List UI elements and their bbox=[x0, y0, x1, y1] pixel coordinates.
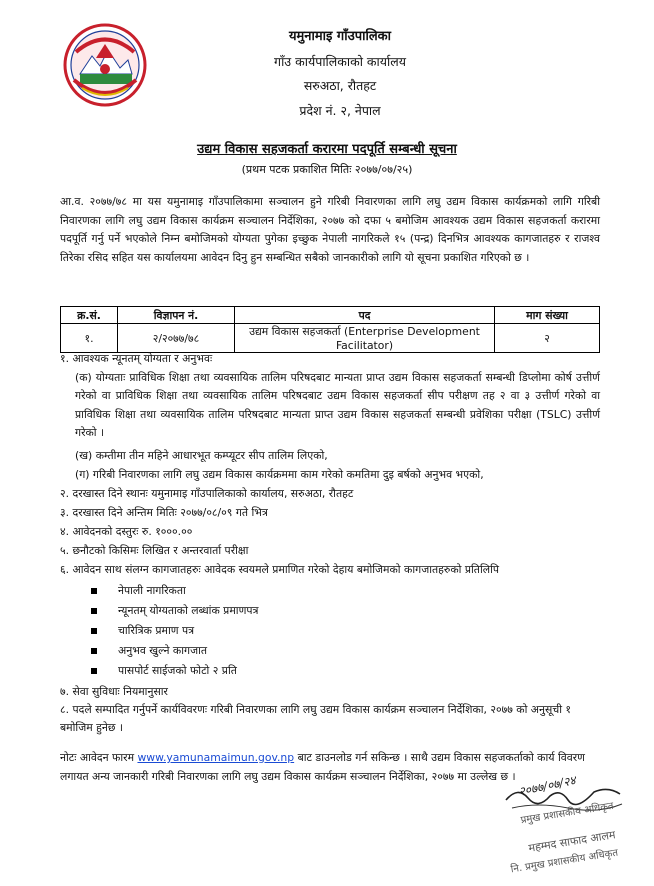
note-rest: बाट डाउनलोड गर्न सकिन्छ । साथै उद्यम विकास सहजकर्ताको कार्य विवरण लगायत अन्य जानकारी गरिबी निवारणका लागि लघु उद्यम विकास कार्यक्रम सञ्चालन निर्देशिका, २०७७ मा उल्लेख छ । bbox=[60, 751, 585, 783]
col-post-header: पद bbox=[235, 307, 495, 324]
office-location: सरुअठा, रौतहट bbox=[303, 78, 377, 93]
doc-item: पासपोर्ट साईजको फोटो २ प्रति bbox=[118, 664, 237, 677]
note-prefix: नोटः आवेदन फारम bbox=[60, 751, 135, 764]
point-attachments: ६. आवेदन साथ संलग्न कागजातहरुः आवेदक स्वयमले प्रमाणित गरेको देहाय बमोजिमको कागजातहरुको प्रतिलिपि bbox=[60, 563, 500, 576]
requirement-b: (ख) कम्तीमा तीन महिने आधारभूत कम्प्यूटर सीप तालिम लिएको, bbox=[75, 449, 328, 462]
notice-intro: आ.व. २०७७/७८ मा यस यमुनामाइ गाँउपालिकामा सञ्चालन हुने गरिबी निवारणका लागि लघु उद्यम विकास कार्यक्रमको लागि गरिबी निवारणका लागि लघु उद्यम विकास कार्यक्रम सञ्चालन निर्देशिका, २०७७ को दफा ५ बमोजिम आवश्यक उद्यम विकास सहजकर्ता करारमा पदपूर्ति गर्नु पर्ने भएकोले निम्न बमोजिमको योग्यता पुगेका इच्छुक नेपाली नागरिकले १५ (पन्द्र) दिनभित्र आवश्यक कागजातहरु र राजश्व तिरेका रसिद सहित यस कार्यालयमा आवेदन दिनु हुन सम्बन्धित सबैको जानकारीको लागि यो सूचना प्रकाशित गरिएको छ । bbox=[60, 195, 600, 264]
bullet-icon bbox=[91, 608, 97, 614]
bullet-icon bbox=[91, 588, 97, 594]
municipality-emblem bbox=[62, 22, 148, 108]
cell-ad-number: २/२०७७/७८ bbox=[118, 324, 235, 353]
stamp-role: नि. प्रमुख प्रशासकीय अधिकृत bbox=[510, 847, 619, 876]
municipality-name: यमुनामाइ गाँउपालिका bbox=[288, 29, 392, 44]
col-ad-number-header: विज्ञापन नं. bbox=[118, 307, 235, 324]
stamp-name: महम्मद साफाद आलम bbox=[527, 828, 617, 855]
requirement-a: (क) योग्यताः प्राविधिक शिक्षा तथा व्यवसायिक तालिम परिषदबाट मान्यता प्राप्त उद्यम विकास सहजकर्ता सम्बन्धी डिप्लोमा कोर्ष उत्तीर्ण गरेको वा प्राविधिक शिक्षा तथा व्यवसायिक तालिम परिषदबाट उद्यम विकास सहजकर्ता सीप परीक्षण तह २ वा ३ उत्तीर्ण गरेको वा प्राविधिक शिक्षा तथा व्यवसायिक तालिम परिषदबाट मान्यता प्राप्त उद्यम विकास सहजकर्ता सम्बन्धी प्रवेशिका परीक्षा (TSLC) उत्तीर्ण गरेको । bbox=[75, 371, 600, 440]
bullet-icon bbox=[91, 648, 97, 654]
point-selection: ५. छनौटको किसिमः लिखित र अन्तरवार्ता परीक्षा bbox=[60, 544, 249, 557]
table-row bbox=[61, 324, 600, 353]
table-header-row bbox=[61, 307, 600, 324]
province-name: प्रदेश नं. २, नेपाल bbox=[299, 103, 381, 118]
office-name: गाँउ कार्यपालिकाको कार्यालय bbox=[274, 54, 406, 69]
point-fee: ४. आवेदनको दस्तुरः रु. १०००.०० bbox=[60, 525, 193, 538]
bullet-icon bbox=[91, 668, 97, 674]
cell-demand: २ bbox=[495, 324, 600, 353]
notice-subtitle: (प्रथम पटक प्रकाशित मितिः २०७७/०७/२५) bbox=[241, 163, 413, 176]
doc-item: नेपाली नागरिकता bbox=[118, 584, 186, 597]
doc-item: चारित्रिक प्रमाण पत्र bbox=[118, 624, 195, 637]
cell-serial: १. bbox=[61, 324, 118, 353]
bullet-icon bbox=[91, 628, 97, 634]
website-link[interactable]: www.yamunamaimun.gov.np bbox=[137, 751, 295, 764]
col-serial-header: क्र.सं. bbox=[61, 307, 118, 324]
doc-item: अनुभव खुल्ने कागजात bbox=[118, 644, 208, 657]
signature-date: २०७७/०७/२४ bbox=[517, 773, 577, 799]
requirement-c: (ग) गरिबी निवारणका लागि लघु उद्यम विकास कार्यक्रममा काम गरेको कमतिमा दुइ बर्षको अनुभव भएको, bbox=[75, 468, 484, 481]
point-facilities: ७. सेवा सुविधाः नियमानुसार bbox=[60, 685, 168, 698]
requirements-heading: १. आवश्यक न्यूनतम् योग्यता र अनुभवः bbox=[60, 352, 213, 365]
vacancy-table bbox=[60, 306, 600, 353]
cell-post: उद्यम विकास सहजकर्ता (Enterprise Development Facilitator) bbox=[235, 324, 495, 353]
point-duties: ८. पदले सम्पादित गर्नुपर्ने कार्यविवरणः गरिबी निवारणका लागि लघु उद्यम विकास कार्यक्रम सञ्चालन निर्देशिका, २०७७ को अनुसूची १ बमोजिम हुनेछ । bbox=[60, 703, 572, 734]
col-demand-header: माग संख्या bbox=[495, 307, 600, 324]
stamp-title: प्रमुख प्रशासकीय अधिकृत bbox=[519, 800, 615, 827]
notice-title: उद्यम विकास सहजकर्ता करारमा पदपूर्ति सम्बन्धी सूचना bbox=[197, 142, 457, 157]
point-application-place: २. दरखास्त दिने स्थानः यमुनामाइ गाँउपालिकाको कार्यालय, सरुअठा, रौतहट bbox=[60, 487, 354, 500]
doc-item: न्यूनतम् योग्यताको लब्धांक प्रमाणपत्र bbox=[118, 604, 259, 617]
point-deadline: ३. दरखास्त दिने अन्तिम मितिः २०७७/०८/०९ गते भित्र bbox=[60, 506, 268, 519]
